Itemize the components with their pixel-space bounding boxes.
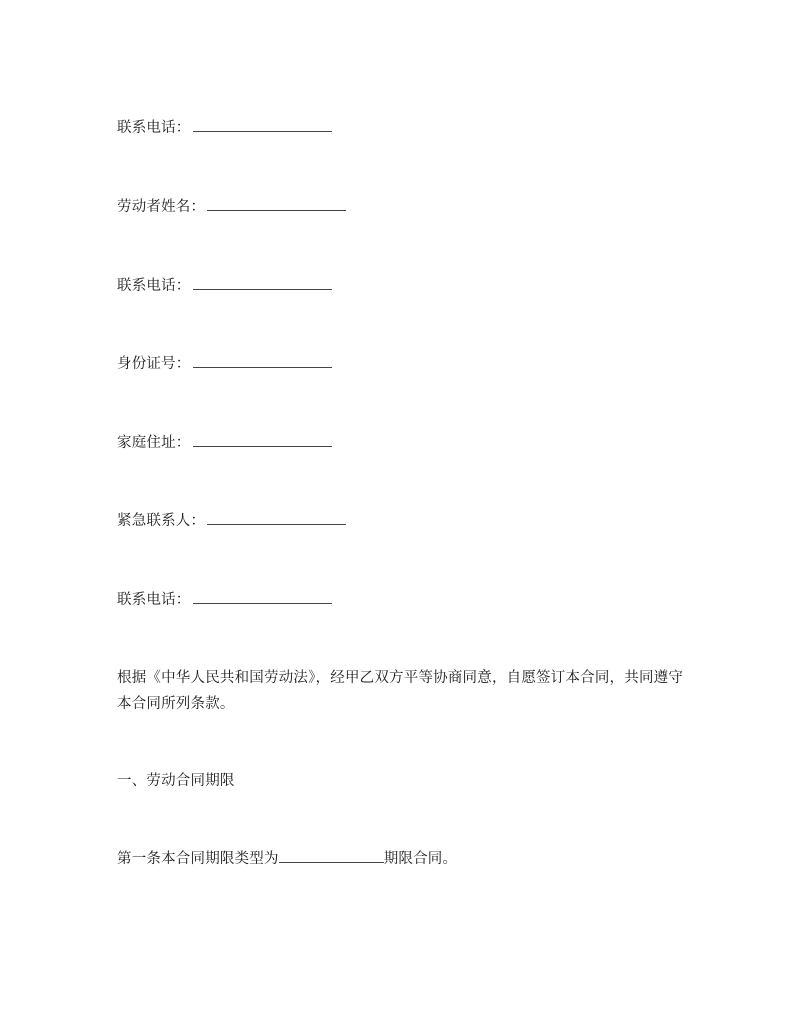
fill-in-blank[interactable] <box>193 275 332 290</box>
field-label: 劳动者姓名： <box>117 199 206 215</box>
section-heading: 一、劳动合同期限 <box>117 773 235 789</box>
field-contact-phone-2 <box>117 275 332 297</box>
field-worker-name <box>117 196 346 218</box>
fill-in-blank[interactable] <box>193 117 332 132</box>
article-1 <box>117 848 457 870</box>
preamble-paragraph: 根据《中华人民共和国劳动法》，经甲乙双方平等协商同意，自愿签订本合同，共同遵守本合同所列条款。 <box>117 670 684 712</box>
field-contact-phone-3 <box>117 589 332 611</box>
field-label: 联系电话： <box>117 592 191 608</box>
field-label: 联系电话： <box>117 278 191 294</box>
field-home-address <box>117 432 332 454</box>
fill-in-blank[interactable] <box>193 353 332 368</box>
field-label: 联系电话： <box>117 120 191 136</box>
field-contact-phone-1 <box>117 117 332 139</box>
fill-in-blank[interactable] <box>279 848 384 863</box>
fill-in-blank[interactable] <box>207 510 346 525</box>
field-label: 身份证号： <box>117 356 191 372</box>
fill-in-blank[interactable] <box>193 589 332 604</box>
article-text-after: 期限合同。 <box>383 851 458 867</box>
field-label: 紧急联系人： <box>117 513 206 529</box>
field-label: 家庭住址： <box>117 435 191 451</box>
fill-in-blank[interactable] <box>193 432 332 447</box>
article-text-before: 第一条本合同期限类型为 <box>117 851 279 867</box>
fill-in-blank[interactable] <box>207 196 346 211</box>
field-id-number <box>117 353 332 375</box>
field-emergency-contact <box>117 510 346 532</box>
